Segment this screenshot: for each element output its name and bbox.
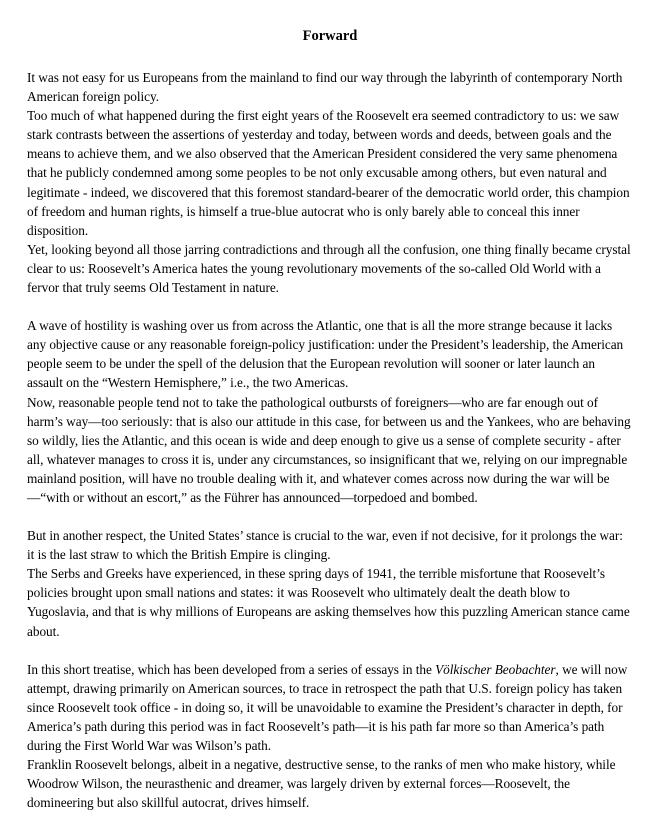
paragraph: Franklin Roosevelt belongs, albeit in a negative, destructive sense, to the ranks of men who make history, while Woodrow Wilson, the neurasthenic and dreamer, was largely driven by external forces—Roosevelt, the domineering but also skillful autocrat, drives himself.	[27, 757, 616, 811]
paragraph-text: In this short treatise, which has been developed from a series of essays in the	[27, 661, 436, 677]
section-4	[27, 660, 633, 813]
section-3	[27, 526, 633, 641]
paragraph: Yet, looking beyond all those jarring contradictions and through all the confusion, one thing finally became crystal clear to us: Roosevelt’s America hates the young revolutionary movements of the so-called Old World with a fervor that truly seems Old Testament in nature.	[27, 241, 631, 296]
publication-title: Völkischer Beobachter	[435, 661, 556, 677]
paragraph: A wave of hostility is washing over us from across the Atlantic, one that is all the more strange because it lacks any objective cause or any reasonable foreign-policy justification: under the President’s leadership, the American people seem to be under the spell of the delusion that the European revolution will sooner or later launch an assault on the “Western Hemisphere,” i.e., the two Americas.	[27, 318, 624, 391]
paragraph: It was not easy for us Europeans from the mainland to find our way through the labyrinth of contemporary North American foreign policy.	[27, 70, 623, 105]
paragraph: But in another respect, the United States’ stance is crucial to the war, even if not decisive, for it prolongs the war: it is the last straw to which the British Empire is clinging.	[27, 528, 623, 563]
page-title: Forward	[302, 28, 358, 44]
paragraph-text: , we will now attempt, drawing primarily on American sources, to trace in retrospect the path that U.S. foreign policy has taken since Roosevelt took office - in doing so, it will be unavoidable to examine the President’s character in depth, for America’s path during this period was in fact Roosevelt’s path—it is his path far more so than America’s path during the First World War was Wilson’s path.	[27, 661, 628, 753]
document-page	[27, 26, 633, 812]
paragraph: The Serbs and Greeks have experienced, in these spring days of 1941, the terrible misfortune that Roosevelt’s policies brought upon small nations and states: it was Roosevelt who ultimately dealt the death blow to Yugoslavia, and that is why millions of Europeans are asking themselves how this puzzling American stance came about.	[27, 566, 630, 639]
section-2	[27, 316, 633, 507]
section-spacer	[27, 297, 633, 316]
paragraph: Now, reasonable people tend not to take the pathological outbursts of foreigners—who are far enough out of harm’s way—too seriously: that is also our attitude in this case, for between us and the Yankees, who are behaving so wildly, lies the Atlantic, and this ocean is wide and deep enough to give us a sense of complete security - after all, whatever manages to cross it is, under any circumstances, so insignificant that we, relying on our impregnable mainland position, will have no trouble dealing with it, and whatever comes across now during the war will be—“with or without an escort,” as the Führer has announced—torpedoed and bombed.	[27, 394, 631, 505]
section-spacer	[27, 507, 633, 526]
section-spacer	[27, 641, 633, 660]
paragraph-with-italic	[27, 660, 633, 755]
section-1	[27, 68, 633, 297]
paragraph: Too much of what happened during the first eight years of the Roosevelt era seemed contradictory to us: we saw stark contrasts between the assertions of yesterday and today, between words and deeds, between goals and the means to achieve them, and we also observed that the American President considered the very same phenomena that he publicly condemned among some peoples to be not only excusable among others, but even natural and legitimate - indeed, we discovered that this foremost standard-bearer of the democratic world order, this champion of freedom and human rights, is himself a true-blue autocrat who is only barely able to conceal this inner disposition.	[27, 108, 630, 238]
